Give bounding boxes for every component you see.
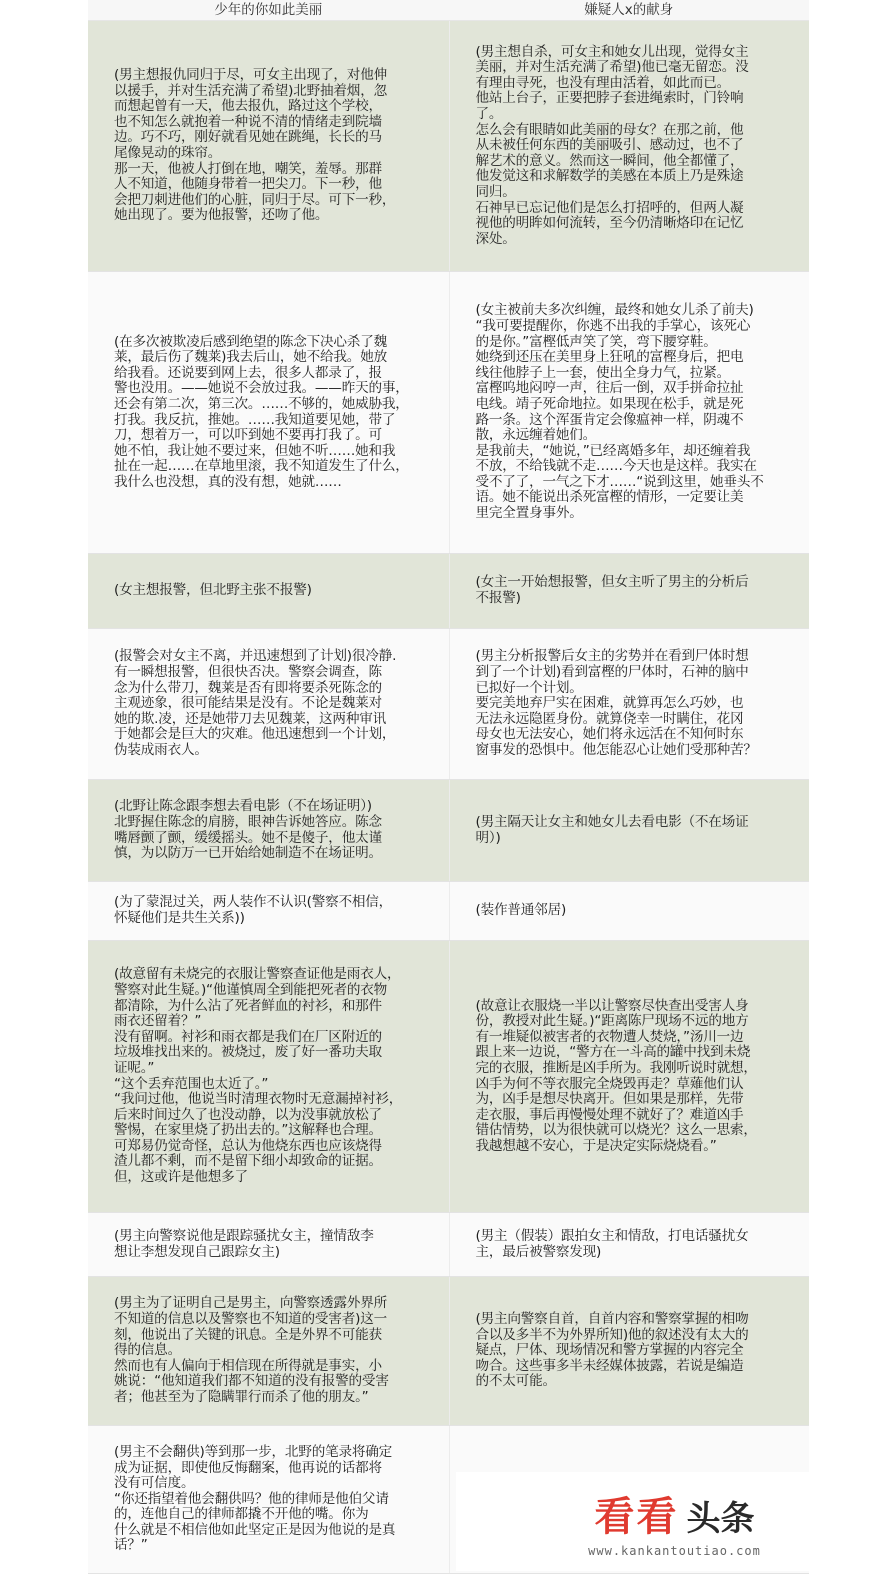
watermark-brand: 看看 <box>594 1494 679 1540</box>
table-row <box>88 941 809 1213</box>
row-7-left: (故意留有未烧完的衣服让警察查证他是雨衣人， 警察对此生疑。)“他谨慎周全到能把死者的衣物 都清除，为什么沾了死者鲜血的衬衫，和那件 雨衣还留着？” 没有留啊。衬衫和雨衣都是我们在厂区附近的 垃圾堆找出来的。被烧过，废了好一番功夫取 证呢。” “这个丢弃范围也太近了。” “我问过他，他说当时清理衣物时无意漏掉衬衫， 后来时间过久了也没动静，以为没事就放松了 警惕，在家里烧了扔出去的。”这解释也合理。 可郑易仍觉奇怪，总认为他烧东西也应该烧得 渣儿都不剩，而不是留下细小却致命的证据。 但，这或许是他想多了 <box>114 966 403 1186</box>
row-9-left: (男主为了证明自己是男主，向警察透露外界所 不知道的信息以及警察也不知道的受害者)这一 刻，他说出了关键的讯息。全是外界不可能获 得的信息。 然而也有人偏向于相信现在所得就是事实，小 姚说：“他知道我们都不知道的没有报警的受害 者；他甚至为了隐瞒罪行而杀了他的朋友。” <box>114 1295 389 1405</box>
row-6-right: (装作普通邻居) <box>449 882 810 940</box>
row-10-left: (男主不会翻供)等到那一步，北野的笔录将确定 成为证据，即使他反悔翻案，他再说的话都将 没有可信度。 “你还指望着他会翻供吗？他的律师是他伯父请 的，连他自己的律师都撬不开他的嘴。你为 什么就是不相信他如此坚定正是因为他说的是真 话？” <box>114 1443 396 1554</box>
row-6-left: (为了蒙混过关，两人装作不认识(警察不相信， 怀疑他们是共生关系)) <box>114 894 393 926</box>
table-row <box>88 1277 809 1426</box>
table-row <box>88 882 809 941</box>
row-7-right: (故意让衣服烧一半以让警察尽快查出受害人身 份，教授对此生疑。)“距离陈尸现场不远的地方 有一堆疑似被害者的衣物遭人焚烧，”汤川一边 跟上来一边说，“警方在一斗高的罐中找到未烧 完的衣服，推断是凶手所为。我刚听说时就想， 凶手为何不等衣服完全烧毁再走？草薙他们认 为，凶手是想尽快离开。但如果是那样，先带 走衣服，事后再慢慢处理不就好了？难道凶手 错估情势，以为很快就可以烧光？这么一思索， 我越想越不安心，于是决定实际烧烧看。” <box>449 941 810 1212</box>
row-8-left: (男主向警察说他是跟踪骚扰女主，撞情敌李 想让李想发现自己跟踪女主) <box>114 1227 374 1260</box>
row-9-right: (男主向警察自首，自首内容和警察掌握的相吻 合以及多半不为外界所知)他的叙述没有太大的 疑点，尸体、现场情况和警方掌握的内容完全 吻合。这些事多半未经媒体披露，若说是编造 的不太可能。 <box>449 1277 810 1425</box>
row-8-right: (男主（假装）跟拍女主和情敌，打电话骚扰女 主，最后被警察发现) <box>449 1213 810 1276</box>
table-header <box>88 0 809 21</box>
watermark-logo <box>456 1472 893 1571</box>
comparison-table <box>88 0 809 1574</box>
row-2-right: (女主被前夫多次纠缠，最终和她女儿杀了前夫) “我可要提醒你，你逃不出我的手掌心，该死心 的是你。”富樫低声笑了笑，弯下腰穿鞋。 她绕到还压在美里身上狂吼的富樫身后，把电 线往他脖子上一套，使出全身力气，拉紧。 富樫呜地闷哼一声，往后一倒，双手拼命拉扯 电线。靖子死命地拉。如果现在松手，就是死 路一条。这个浑蛋肯定会像瘟神一样，阴魂不 散，永远缠着她们。 是我前夫，“她说，”已经离婚多年，却还缠着我 不放，不给钱就不走……今天也是这样。我实在 受不了了，一气之下才……“说到这里，她垂头不 语。她不能说出杀死富樫的情形，一定要让美 里完全置身事外。 <box>449 272 810 553</box>
row-2-left: (在多次被欺凌后感到绝望的陈念下决心杀了魏 莱，最后伤了魏莱)我去后山，她不给我。她放 给我看。还说要到网上去，很多人都录了，报 警也没用。——她说不会放过我。——昨天的事， 还会有第二次，第三次。……不够的，她威胁我， 打我。我反抗，推她。……我知道要见她，带了 刀，想着万一，可以吓到她不要再打我了。可 她不怕，我让她不要过来，但她不听……她和我 扯在一起……在草地里滚，我不知道发生了什么， 我什么也没想，真的没有想，她就…… <box>114 333 409 490</box>
row-1-left: (男主想报仇同归于尽，可女主出现了，对他伸 以援手，并对生活充满了希望)北野抽着烟，忽 而想起曾有一天，他去报仇，路过这个学校， 也不知怎么就抱着一种说不清的情绪走到院墙 边。巧不巧，刚好就看见她在跳绳，长长的马 尾像晃动的珠帘。 那一天，他被人打倒在地，嘲笑，羞辱。那群 人不知道，他随身带着一把尖刀。下一秒，他 会把刀刺进他们的心脏，同归于尽。可下一秒， 她出现了。要为他报警，还吻了他。 <box>114 67 396 224</box>
row-5-right: (男主隔天让女主和她女儿去看电影（不在场证 明）) <box>449 780 810 881</box>
row-1-right: (男主想自杀，可女主和她女儿出现，觉得女主 美丽，并对生活充满了希望)他已毫无留恋。没 有理由寻死，也没有理由活着，如此而已。 他站上台子，正要把脖子套进绳索时，门铃响 了。 怎么会有眼睛如此美丽的母女？在那之前，他 从未被任何东西的美丽吸引、感动过，也不了 解艺术的意义。然而这一瞬间，他全都懂了， 他发觉这和求解数学的美感在本质上乃是殊途 同归。 石神早已忘记他们是怎么打招呼的，但两人凝 视他的明眸如何流转，至今仍清晰烙印在记忆 深处。 <box>449 21 810 271</box>
row-5-left: (北野让陈念跟李想去看电影（不在场证明）) 北野握住陈念的肩膀，眼神告诉她答应。陈念 嘴唇颤了颤，缓缓摇头。她不是傻子，他太谨 慎，为以防万一已开始给她制造不在场证明。 <box>114 798 382 862</box>
watermark-suffix: 头条 <box>686 1499 755 1539</box>
watermark-url: www.kankantoutiao.com <box>588 1544 761 1558</box>
table-row <box>88 1213 809 1277</box>
table-row <box>88 554 809 629</box>
row-3-right: (女主一开始想报警，但女主听了男主的分析后 不报警) <box>449 554 810 628</box>
table-row <box>88 21 809 272</box>
header-left: 少年的你如此美丽 <box>214 2 323 18</box>
row-4-right: (男主分析报警后女主的劣势并在看到尸体时想 到了一个计划)看到富樫的尸体时，石神的脑中 已拟好一个计划。 要完美地弃尸实在困难，就算再怎么巧妙，也 无法永远隐匿身份。就算侥幸一时瞒住，花冈 母女也无法安心，她们将永远活在不知何时东 窗事发的恐惧中。他怎能忍心让她们受那种苦？ <box>449 629 810 779</box>
table-row <box>88 629 809 780</box>
row-3-left: (女主想报警，但北野主张不报警) <box>114 582 312 599</box>
header-right: 嫌疑人x的献身 <box>584 2 674 18</box>
watermark-title <box>595 1485 755 1542</box>
table-row <box>88 272 809 554</box>
row-4-left: (报警会对女主不离，并迅速想到了计划)很冷静. 有一瞬想报警，但很快否决。警察会调查，陈 念为什么带刀，魏莱是否有即将要杀死陈念的 主观迹象，很可能结果是没有。不论是魏莱对 她的欺.凌，还是她带刀去见魏莱，这两种审讯 于她都会是巨大的灾难。他迅速想到一个计划， 伪装成雨衣人。 <box>114 648 397 758</box>
table-row <box>88 780 809 882</box>
